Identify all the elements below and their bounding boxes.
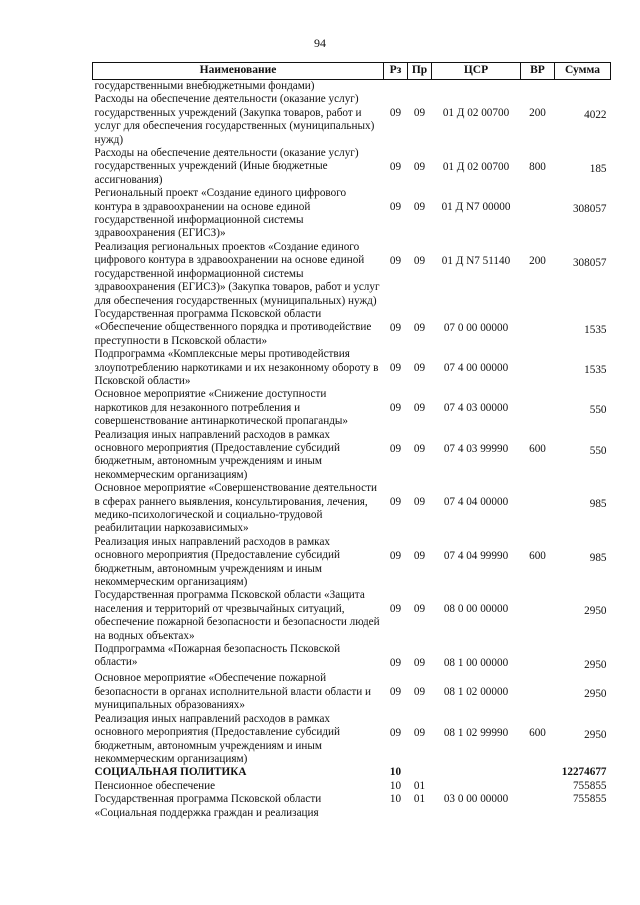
cell-vr [521,308,555,348]
cell-sum: 308057 [572,203,607,216]
header-name: Наименование [93,63,384,80]
cell-rz: 09 [389,254,402,267]
table-row [93,348,611,388]
cell-rz: 09 [389,686,402,699]
budget-table [92,62,611,820]
header-pr: Пр [408,63,432,80]
table-body [93,80,611,820]
cell-csr: 03 0 00 00000 [443,793,509,806]
cell-csr: 01 Д N7 00000 [441,201,511,214]
table-row [93,536,611,590]
cell-sum: 12274677 [561,766,607,779]
cell-pr: 09 [413,107,426,120]
cell-vr [521,348,555,388]
cell-pr: 09 [413,362,426,375]
table-row [93,672,611,712]
cell-name: Подпрограмма «Комплексные меры противодействия злоупотреблению наркотиками и их незаконному обороту в Псковской области» [94,348,379,387]
cell-rz: 09 [389,402,402,415]
cell-pr: 01 [413,793,426,806]
header-csr: ЦСР [432,63,521,80]
cell-csr: 08 0 00 00000 [443,603,509,616]
cell-vr [521,388,555,428]
header-vr: ВР [521,63,555,80]
table-row [93,766,611,779]
cell-vr: 200 [529,107,546,120]
table-row [93,793,611,820]
cell-vr: 200 [529,254,546,267]
cell-sum: 4022 [584,109,607,122]
cell-name: Региональный проект «Создание единого цифрового контура в здравоохранении на основе единой государственной информационной системы здравоохранения (ЕГИСЗ)» [94,187,347,240]
cell-csr [432,766,521,779]
cell-name: СОЦИАЛЬНАЯ ПОЛИТИКА [94,766,247,779]
cell-sum: 1535 [584,364,607,377]
table-row [93,388,611,428]
cell-pr: 09 [413,657,426,670]
cell-name: Основное мероприятие «Снижение доступности наркотиков для незаконного потребления и совершенствование антинаркотической пропаганды» [94,388,349,428]
cell-sum: 2950 [584,605,607,618]
cell-csr [432,80,521,94]
cell-vr [521,80,555,94]
table-row [93,643,611,672]
cell-vr [521,672,555,712]
cell-sum: 755855 [572,793,607,806]
cell-sum: 2950 [584,728,607,741]
cell-rz: 09 [389,201,402,214]
cell-name: Подпрограмма «Пожарная безопасность Псковской области» [94,643,341,669]
cell-name: Реализация иных направлений расходов в рамках основного мероприятия (Предоставление субсидий бюджетным, автономным учреждениям и иным некоммерческим организациям) [94,712,340,765]
cell-pr: 09 [413,161,426,174]
cell-csr: 07 4 04 99990 [443,549,509,562]
cell-name: Государственная программа Псковской области «Обеспечение общественного порядка и противодействие преступности в Псковской области» [94,307,372,347]
cell-pr: 09 [413,549,426,562]
cell-pr: 09 [413,726,426,739]
table-row [93,780,611,793]
cell-sum: 985 [589,498,607,511]
table-row [93,147,611,187]
cell-vr [521,187,555,241]
cell-csr: 07 4 03 99990 [443,442,509,455]
cell-vr: 800 [529,161,546,174]
cell-pr [408,766,432,779]
cell-name: Реализация региональных проектов «Создание единого цифрового контура в здравоохранении на основе единой государственной информационной системы здравоохранения (ЕГИСЗ)» (Закупка товаров, работ и услуг для обеспечения государственных (муниципальных) нужд) [94,240,380,307]
cell-vr: 600 [529,442,546,455]
cell-rz: 09 [389,496,402,509]
cell-pr: 09 [413,321,426,334]
cell-sum [555,80,611,94]
page-number: 94 [314,36,326,50]
table-row [93,308,611,348]
cell-rz: 09 [389,107,402,120]
cell-name: Основное мероприятие «Обеспечение пожарной безопасности в органах исполнительной власти области и муниципальных образованиях» [94,672,372,712]
cell-sum: 308057 [572,256,607,269]
cell-sum: 985 [589,551,607,564]
table-row [93,187,611,241]
cell-csr: 07 0 00 00000 [443,321,509,334]
cell-name: Государственная программа Псковской области «Социальная поддержка граждан и реализация [94,793,322,819]
cell-csr [432,780,521,793]
cell-name: Расходы на обеспечение деятельности (оказание услуг) государственных учреждений (Иные бюджетные ассигнования) [94,147,359,186]
cell-rz: 09 [389,442,402,455]
table-row [93,482,611,536]
cell-rz: 09 [389,603,402,616]
cell-sum: 185 [589,163,607,176]
cell-csr: 07 4 00 00000 [443,362,509,375]
table-row [93,429,611,483]
table-row [93,713,611,767]
cell-rz: 09 [389,362,402,375]
cell-pr: 09 [413,201,426,214]
cell-vr [521,482,555,536]
table-row [93,80,611,94]
cell-rz: 09 [389,321,402,334]
cell-csr: 08 1 00 00000 [443,657,509,670]
cell-pr: 09 [413,686,426,699]
cell-sum: 550 [589,444,607,457]
cell-vr [521,589,555,643]
cell-rz: 10 [389,766,402,779]
cell-sum: 755855 [572,779,607,792]
cell-vr [521,780,555,793]
cell-csr: 01 Д 02 00700 [442,107,510,120]
cell-csr: 07 4 04 00000 [443,496,509,509]
cell-vr [521,643,555,672]
header-rz: Рз [384,63,408,80]
cell-vr [521,793,555,820]
cell-rz: 10 [389,779,402,792]
table-row [93,241,611,308]
cell-vr: 600 [529,549,546,562]
cell-pr: 09 [413,402,426,415]
cell-sum: 2950 [584,659,607,672]
cell-name: государственными внебюджетными фондами) [94,80,315,92]
cell-csr: 08 1 02 00000 [443,686,509,699]
cell-vr: 600 [529,726,546,739]
cell-name: Государственная программа Псковской области «Защита населения и территорий от чрезвычайных ситуаций, обеспечение пожарной безопасности и безопасности людей на водных объектах» [94,589,380,642]
cell-sum: 1535 [584,323,607,336]
table-row [93,589,611,643]
table-header-row [93,63,611,80]
cell-name: Основное мероприятие «Совершенствование деятельности в сферах раннего выявления, консультирования, лечения, медико-психологической и социально-трудовой реабилитации наркозависимых» [94,482,378,535]
cell-pr [408,80,432,94]
cell-csr: 01 Д 02 00700 [442,161,510,174]
cell-pr: 09 [413,442,426,455]
cell-name: Пенсионное обеспечение [94,779,216,792]
cell-csr: 08 1 02 99990 [443,726,509,739]
cell-rz: 09 [389,657,402,670]
header-sum: Сумма [555,63,611,80]
cell-pr: 09 [413,603,426,616]
cell-name: Реализация иных направлений расходов в рамках основного мероприятия (Предоставление субсидий бюджетным, автономным учреждениям и иным некоммерческим организациям) [94,535,340,589]
cell-pr: 09 [413,254,426,267]
cell-csr: 01 Д N7 51140 [441,254,511,267]
cell-pr: 09 [413,496,426,509]
cell-name: Расходы на обеспечение деятельности (оказание услуг) государственных учреждений (Закупка товаров, работ и услуг для обеспечения государственных (муниципальных) нужд) [94,93,375,146]
cell-rz: 09 [389,549,402,562]
cell-rz: 09 [389,161,402,174]
cell-name: Реализация иных направлений расходов в рамках основного мероприятия (Предоставление субсидий бюджетным, автономным учреждениям и иным некоммерческим организациям) [94,428,340,481]
cell-rz: 09 [389,726,402,739]
cell-rz: 10 [389,793,402,806]
cell-csr: 07 4 03 00000 [443,402,509,415]
cell-pr: 01 [413,779,426,792]
cell-sum: 2950 [584,688,607,701]
table-row [93,93,611,147]
cell-sum: 550 [589,404,607,417]
cell-vr [521,766,555,779]
cell-rz [384,80,408,94]
